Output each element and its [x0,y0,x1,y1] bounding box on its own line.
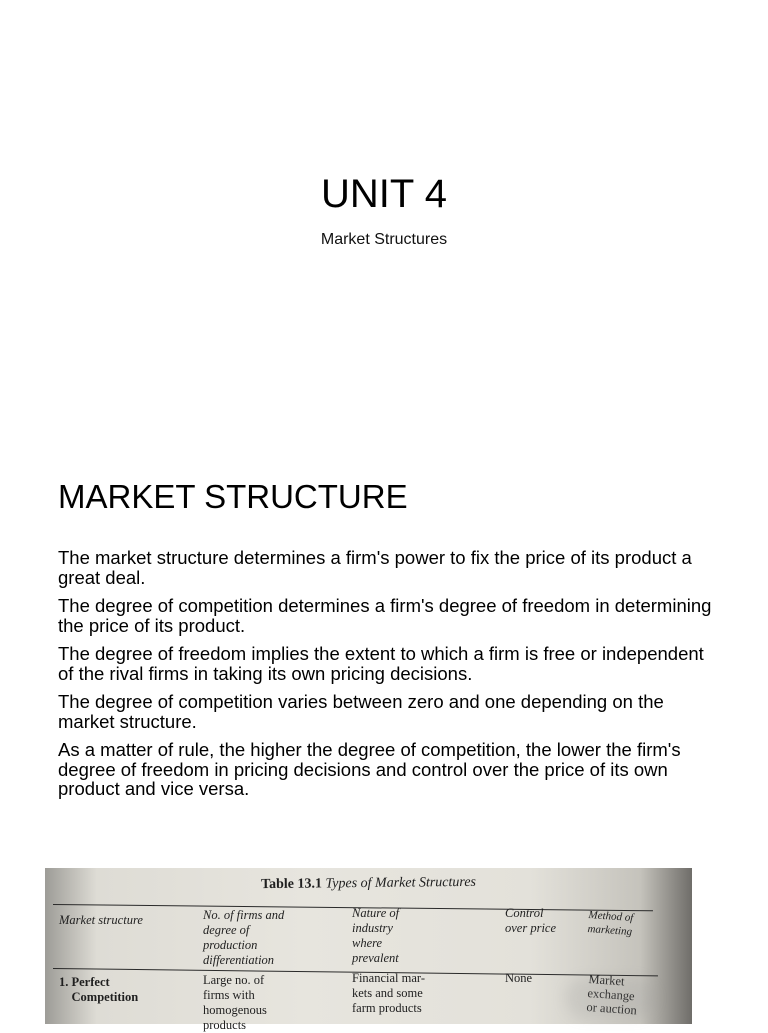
unit-title: UNIT 4 [321,172,447,216]
bullet-item: The degree of competition varies between zero and one depending on the market structure. [58,691,664,732]
header-no-of-firms: No. of firms and degree of production differentiation [203,908,285,967]
bullet-list [58,548,718,808]
row-nature-of-industry: Financial mar- kets and some farm products [352,971,425,1015]
header-control-over-price: Control over price [505,906,557,935]
bullet-item: The degree of competition determines a firm's degree of freedom in determining the price of its product. [58,595,712,636]
bullet-item: The market structure determines a firm's power to fix the price of its product a great deal. [58,547,692,588]
unit-subtitle: Market Structures [320,231,448,248]
slide-heading: MARKET STRUCTURE [58,478,408,515]
header-nature-of-industry: Nature of industry where prevalent [352,906,400,965]
row-control-over-price: None [505,971,533,985]
header-market-structure: Market structure [59,913,143,927]
row-market-structure: 1. Perfect Competition [59,975,139,1004]
header-method-of-marketing: Method of marketing [587,908,634,939]
table-caption [45,873,692,896]
table-caption-number: Table 13.1 [260,876,323,893]
bullet-item: As a matter of rule, the higher the degree of competition, the lower the firm's degree of freedom in pricing decisions and control over the price of its own product and vice versa. [58,739,681,799]
bullet-item: The degree of freedom implies the extent to which a firm is free or independent of the rival firms in taking its own pricing decisions. [58,643,704,684]
row-no-of-firms: Large no. of firms with homogenous products [203,973,267,1032]
photo-smudge [565,978,655,1018]
table-caption-title: Types of Market Structures [325,874,477,892]
table-photo [45,868,692,1032]
row-method-of-marketing: Market exchange or auction [586,972,638,1018]
